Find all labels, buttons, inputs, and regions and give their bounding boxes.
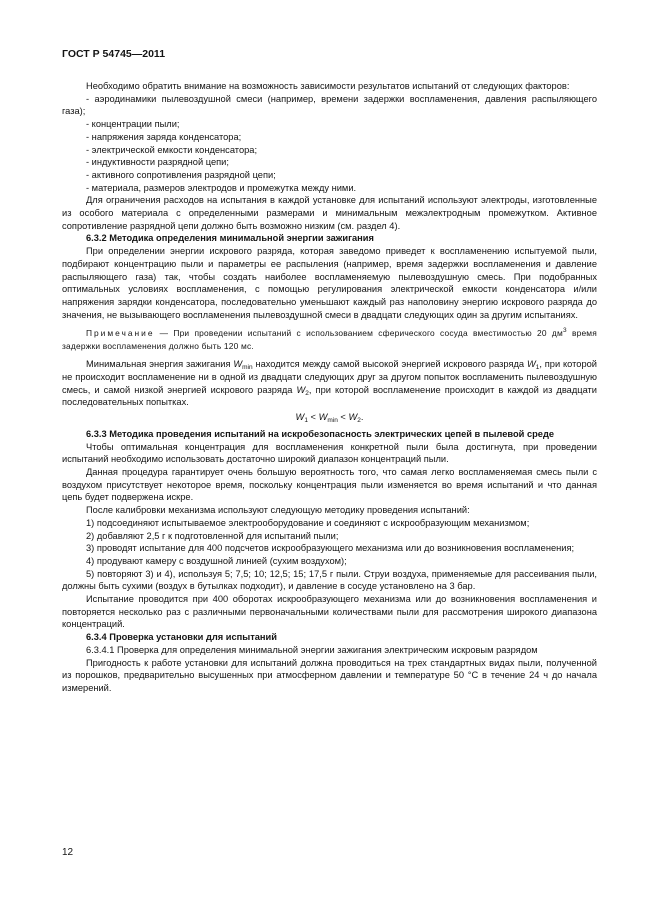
step-item: 2) добавляют 2,5 г к подготовленной для испытаний пыли; [86, 530, 339, 541]
formula: $W_1 < W_{min} < W_2$. [295, 412, 364, 425]
section-633-paragraph: После калибровки механизма используют следующую методику проведения испытаний: [86, 505, 470, 516]
factor-item: - концентрации пыли; [86, 119, 180, 130]
section-6341-paragraph: Пригодность к работе установки для испытаний должна проводиться на трех стандартных видах пыли, полученной из порошков, предварительно высушенных при атмосферном давлении и температуре 50 °С в течение 24 ч до начала измерений. [62, 657, 597, 693]
step-item: 5) повторяют 3) и 4), используя 5; 7,5; 10; 12,5; 15; 17,5 г пыли. Струи воздуха, применяемые для рассеивания пыли, должны быть сухими (воздух в бутылках подходит), и давление в сосуде установлено на 3 бар. [62, 568, 597, 592]
page-number: 12 [62, 847, 74, 858]
factor-item: - аэродинамики пылевоздушной смеси (например, времени задержки воспламенения, давления распыляющего газа); [62, 93, 597, 117]
section-633-paragraph: Чтобы оптимальная концентрация для воспламенения конкретной пыли была достигнута, при проведении испытаний необходимо использовать достаточно широкий диапазон концентраций пыли. [62, 441, 597, 465]
factor-item: - материала, размеров электродов и промежутка между ними. [86, 182, 357, 193]
intro-paragraph: Необходимо обратить внимание на возможность зависимости результатов испытаний от следующих факторов: [86, 81, 570, 91]
section-633-paragraph: Данная процедура гарантирует очень большую вероятность того, что самая легко воспламеняемая смесь пыли с воздухом присутствует некоторое время, поскольку концентрация пыли изменяется во время испытаний и что данная цепь будет подвержена искре. [62, 466, 597, 503]
note-label: Примечание [86, 328, 155, 339]
section-634-title: 6.3.4 Проверка установки для испытаний [86, 632, 277, 643]
section-633-paragraph: Испытание проводится при 400 оборотах искрообразующего механизма или до возникновения воспламенения и повторяется несколько раз с различными первоначальными количествами пыли для рассмотрения широкого диапазона концентраций. [62, 594, 597, 630]
section-633-title: 6.3.3 Методика проведения испытаний на искробезопасность электрических цепей в пылевой среде [86, 428, 555, 439]
factor-item: - напряжения заряда конденсатора; [86, 131, 242, 142]
factor-item: - индуктивности разрядной цепи; [86, 157, 229, 168]
note-paragraph: Примечание — При проведении испытаний с использованием сферического сосуда вместимостью 20 $дм^3$ время задержки воспламенения должно быть 120 мс. [62, 327, 597, 351]
section-632-paragraph: При определении энергии искрового разряда, которая заведомо приведет к воспламенению испытуемой пыли, подбирают концентрацию пыли и параметры ее распыления (например, время задержки воспламенения и давление распыляющего газа) так, чтобы создать наиболее воспламеняемую пылевоздушную смесь. При подобранных оптимальных условиях воспламенения, с помощью регулирования электрической емкости конденсатора и/или напряжения зарядки конденсатора, последовательно уменьшают каждый раз наполовину энергию искрового разряда до значения, не вызывающего воспламенения пылевоздушной смеси в двадцати следующих один за другим испытаниях. [62, 246, 597, 320]
section-632-title: 6.3.2 Методика определения минимальной энергии зажигания [86, 233, 374, 244]
document-body [62, 80, 597, 695]
wmin-paragraph: Минимальная энергия зажигания $W_{min}$ находится между самой высокой энергией искрового разряда $W_1$, при которой не происходит воспламенение ни в одной из двадцати следующих друг за другом попыток воспламенить пылевоздушную смесь, и самой низкой энергией искрового разряда $W_2$, при которой воспламенение происходит в каждой из двадцати последовательных попытках. [62, 359, 597, 408]
section-6341-title: 6.3.4.1 Проверка для определения минимальной энергии зажигания электрическим искровым разрядом [86, 644, 538, 655]
factor-item: - электрической емкости конденсатора; [86, 144, 258, 155]
step-item: 4) продувают камеру с воздушной линией (сухим воздухом); [86, 555, 347, 566]
step-item: 3) проводят испытание для 400 подсчетов искрообразующего механизма или до возникновения воспламенения; [86, 543, 575, 554]
electrodes-paragraph: Для ограничения расходов на испытания в каждой установке для испытаний используют электроды, изготовленные из особого материала с определенными размерами и минимальным межэлектродным промежутком. Активное сопротивление разрядной цепи должно быть возможно низким (см. раздел 4). [62, 195, 597, 231]
factor-item: - активного сопротивления разрядной цепи; [86, 169, 276, 180]
step-item: 1) подсоединяют испытываемое электрооборудование и соединяют с искрообразующим механизмом; [86, 517, 530, 528]
document-header: ГОСТ Р 54745—2011 [62, 48, 166, 60]
